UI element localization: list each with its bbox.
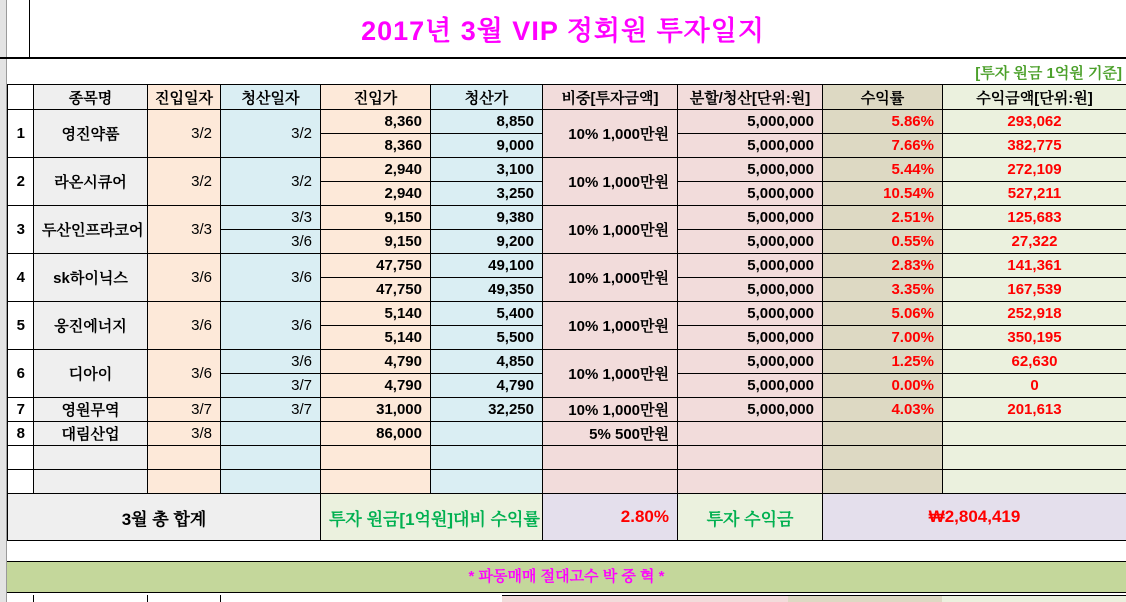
cell-return-rate[interactable]: 10.54% xyxy=(823,182,943,206)
gridline-segment xyxy=(33,595,34,602)
cell-entry-price[interactable]: 2,940 xyxy=(321,158,431,182)
cell-weight[interactable] xyxy=(543,446,678,470)
cell-split-amount[interactable]: 5,000,000 xyxy=(678,278,823,302)
cell-entry-price[interactable]: 4,790 xyxy=(321,350,431,374)
cell-return-rate[interactable]: 7.66% xyxy=(823,134,943,158)
cell-exit-date[interactable] xyxy=(221,470,321,494)
cell-entry-price[interactable]: 5,140 xyxy=(321,302,431,326)
cell-entry-price[interactable]: 8,360 xyxy=(321,110,431,134)
cell-entry-date[interactable]: 3/2 xyxy=(148,158,221,206)
cell-return-rate[interactable]: 5.44% xyxy=(823,158,943,182)
cell-entry-price[interactable]: 47,750 xyxy=(321,254,431,278)
cell-entry-price[interactable]: 9,150 xyxy=(321,230,431,254)
cell-stock-name[interactable]: 대림산업 xyxy=(34,422,148,446)
cell-return-rate[interactable]: 5.06% xyxy=(823,302,943,326)
cell-profit-amount[interactable]: 272,109 xyxy=(943,158,1126,182)
cell-split-amount[interactable]: 5,000,000 xyxy=(678,326,823,350)
cell-split-amount[interactable]: 5,000,000 xyxy=(678,398,823,422)
cell-profit-amount[interactable] xyxy=(943,446,1126,470)
cell-exit-date[interactable]: 3/7 xyxy=(221,398,321,422)
header-profit[interactable]: 수익금액[단위:원] xyxy=(943,85,1126,110)
cell-profit-amount[interactable]: 62,630 xyxy=(943,350,1126,374)
cell-exit-price[interactable]: 3,100 xyxy=(431,158,543,182)
table-row xyxy=(8,398,1126,422)
cell-profit-amount[interactable]: 141,361 xyxy=(943,254,1126,278)
cell-profit-amount[interactable]: 201,613 xyxy=(943,398,1126,422)
cell-return-rate[interactable] xyxy=(823,422,943,446)
cell-profit-amount[interactable]: 167,539 xyxy=(943,278,1126,302)
cell-split-amount[interactable]: 5,000,000 xyxy=(678,302,823,326)
cell-entry-price[interactable]: 2,940 xyxy=(321,182,431,206)
footer-total-label[interactable]: 3월 총 합계 xyxy=(8,494,321,541)
cell-no[interactable]: 7 xyxy=(8,398,34,422)
cell-entry-price[interactable]: 8,360 xyxy=(321,134,431,158)
table-row xyxy=(8,350,1126,374)
cell-no[interactable] xyxy=(8,446,34,470)
gridline-segment xyxy=(147,595,148,602)
cell-no[interactable]: 5 xyxy=(8,302,34,350)
page-title: 2017년 3월 VIP 정회원 투자일지 xyxy=(361,16,765,46)
cell-exit-price[interactable]: 49,100 xyxy=(431,254,543,278)
cell-split-amount[interactable]: 5,000,000 xyxy=(678,110,823,134)
cell-entry-price[interactable]: 4,790 xyxy=(321,374,431,398)
cell-split-amount[interactable] xyxy=(678,470,823,494)
table-row xyxy=(8,206,1126,230)
cell-exit-price[interactable]: 49,350 xyxy=(431,278,543,302)
cell-exit-price[interactable]: 5,500 xyxy=(431,326,543,350)
cell-profit-amount[interactable] xyxy=(943,422,1126,446)
footer-return-value[interactable]: 2.80% xyxy=(543,494,678,541)
cell-exit-price[interactable]: 4,790 xyxy=(431,374,543,398)
header-entry-price[interactable]: 진입가 xyxy=(321,85,431,110)
cell-entry-price[interactable]: 9,150 xyxy=(321,206,431,230)
cell-stock-name[interactable]: 두산인프라코어 xyxy=(34,206,148,254)
cell-return-rate[interactable]: 5.86% xyxy=(823,110,943,134)
cell-exit-date[interactable]: 3/6 xyxy=(221,230,321,254)
cell-profit-amount[interactable]: 382,775 xyxy=(943,134,1126,158)
cell-entry-date[interactable]: 3/6 xyxy=(148,302,221,350)
cell-stock-name[interactable]: 디아이 xyxy=(34,350,148,398)
table-row xyxy=(8,110,1126,134)
next-row-sliver xyxy=(7,595,1126,602)
cell-stock-name[interactable]: 영원무역 xyxy=(34,398,148,422)
cell-exit-price[interactable]: 32,250 xyxy=(431,398,543,422)
cell-entry-price[interactable]: 31,000 xyxy=(321,398,431,422)
cell-exit-date[interactable]: 3/2 xyxy=(221,110,321,158)
cell-return-rate[interactable] xyxy=(823,470,943,494)
cell-return-rate[interactable] xyxy=(823,446,943,470)
cell-split-amount[interactable] xyxy=(678,446,823,470)
cell-entry-price[interactable] xyxy=(321,470,431,494)
cell-no[interactable]: 2 xyxy=(8,158,34,206)
header-rate[interactable]: 수익률 xyxy=(823,85,943,110)
cell-no[interactable]: 1 xyxy=(8,110,34,158)
cell-split-amount[interactable]: 5,000,000 xyxy=(678,230,823,254)
cell-profit-amount[interactable]: 27,322 xyxy=(943,230,1126,254)
cell-split-amount[interactable] xyxy=(678,422,823,446)
table-row xyxy=(8,446,1126,470)
table-body xyxy=(8,85,1126,541)
cell-split-amount[interactable]: 5,000,000 xyxy=(678,182,823,206)
cell-entry-date[interactable] xyxy=(148,446,221,470)
cell-entry-date[interactable] xyxy=(148,470,221,494)
cell-stock-name[interactable] xyxy=(34,470,148,494)
partial-cell xyxy=(788,595,942,602)
table-row xyxy=(8,302,1126,326)
cell-entry-date[interactable]: 3/6 xyxy=(148,254,221,302)
cell-stock-name[interactable]: 라온시큐어 xyxy=(34,158,148,206)
cell-weight[interactable]: 10% 1,000만원 xyxy=(543,302,678,350)
cell-weight[interactable]: 10% 1,000만원 xyxy=(543,398,678,422)
cell-stock-name[interactable]: sk하이닉스 xyxy=(34,254,148,302)
cell-weight[interactable]: 5% 500만원 xyxy=(543,422,678,446)
cell-exit-price[interactable]: 5,400 xyxy=(431,302,543,326)
cell-exit-date[interactable] xyxy=(221,422,321,446)
cell-stock-name[interactable] xyxy=(34,446,148,470)
cell-return-rate[interactable]: 2.51% xyxy=(823,206,943,230)
cell-profit-amount[interactable]: 350,195 xyxy=(943,326,1126,350)
cell-exit-price[interactable] xyxy=(431,422,543,446)
table-row xyxy=(8,254,1126,278)
cell-exit-price[interactable]: 8,850 xyxy=(431,110,543,134)
cell-stock-name[interactable]: 웅진에너지 xyxy=(34,302,148,350)
cell-entry-date[interactable]: 3/7 xyxy=(148,398,221,422)
cell-weight[interactable]: 10% 1,000만원 xyxy=(543,110,678,158)
cell-exit-price[interactable]: 4,850 xyxy=(431,350,543,374)
header-entry-date[interactable]: 진입일자 xyxy=(148,85,221,110)
cell-split-amount[interactable]: 5,000,000 xyxy=(678,254,823,278)
cell-exit-date[interactable]: 3/2 xyxy=(221,158,321,206)
cell-entry-price[interactable] xyxy=(321,446,431,470)
cell-profit-amount[interactable]: 0 xyxy=(943,374,1126,398)
header-weight[interactable]: 비중[투자금액] xyxy=(543,85,678,110)
cell-entry-date[interactable]: 3/2 xyxy=(148,110,221,158)
cell-profit-amount[interactable]: 293,062 xyxy=(943,110,1126,134)
cell-return-rate[interactable]: 4.03% xyxy=(823,398,943,422)
investment-table xyxy=(7,84,1126,541)
cell-entry-price[interactable]: 86,000 xyxy=(321,422,431,446)
header-split[interactable]: 분할/청산[단위:원] xyxy=(678,85,823,110)
cell-exit-date[interactable]: 3/7 xyxy=(221,374,321,398)
cell-profit-amount[interactable] xyxy=(943,470,1126,494)
cell-return-rate[interactable]: 2.83% xyxy=(823,254,943,278)
cell-weight[interactable]: 10% 1,000만원 xyxy=(543,158,678,206)
table-row xyxy=(8,470,1126,494)
partial-cell xyxy=(942,595,1126,602)
footer-return-label[interactable]: 투자 원금[1억원]대비 수익률 xyxy=(321,494,543,541)
cell-split-amount[interactable]: 5,000,000 xyxy=(678,350,823,374)
cell-no[interactable]: 4 xyxy=(8,254,34,302)
cell-exit-price[interactable]: 9,000 xyxy=(431,134,543,158)
cell-entry-date[interactable]: 3/8 xyxy=(148,422,221,446)
footer-row xyxy=(8,494,1126,541)
cell-stock-name[interactable]: 영진약품 xyxy=(34,110,148,158)
gridline-segment xyxy=(220,595,221,602)
cell-exit-price[interactable]: 3,250 xyxy=(431,182,543,206)
cell-weight[interactable]: 10% 1,000만원 xyxy=(543,206,678,254)
cell-exit-price[interactable]: 9,200 xyxy=(431,230,543,254)
cell-exit-price[interactable]: 9,380 xyxy=(431,206,543,230)
cell-split-amount[interactable]: 5,000,000 xyxy=(678,374,823,398)
header-name[interactable]: 종목명 xyxy=(34,85,148,110)
cell-return-rate[interactable]: 0.00% xyxy=(823,374,943,398)
cell-exit-date[interactable]: 3/6 xyxy=(221,350,321,374)
cell-no[interactable] xyxy=(8,470,34,494)
cell-exit-date[interactable]: 3/6 xyxy=(221,254,321,302)
cell-no[interactable]: 6 xyxy=(8,350,34,398)
cell-no[interactable]: 3 xyxy=(8,206,34,254)
footer-profit-label[interactable]: 투자 수익금 xyxy=(678,494,823,541)
cell-return-rate[interactable]: 0.55% xyxy=(823,230,943,254)
footer-profit-value[interactable]: ₩2,804,419 xyxy=(823,494,1126,541)
header-row xyxy=(8,85,1126,110)
table-row xyxy=(8,158,1126,182)
cell-exit-date[interactable]: 3/6 xyxy=(221,302,321,350)
cell-split-amount[interactable]: 5,000,000 xyxy=(678,206,823,230)
cell-weight[interactable] xyxy=(543,470,678,494)
title-divider xyxy=(0,57,1126,59)
cell-exit-price[interactable] xyxy=(431,470,543,494)
sheet-edge-strip xyxy=(0,0,7,602)
cell-no[interactable]: 8 xyxy=(8,422,34,446)
cell-split-amount[interactable]: 5,000,000 xyxy=(678,134,823,158)
header-exit-date[interactable]: 청산일자 xyxy=(221,85,321,110)
cell-entry-price[interactable]: 47,750 xyxy=(321,278,431,302)
cell-entry-date[interactable]: 3/6 xyxy=(148,350,221,398)
cell-split-amount[interactable]: 5,000,000 xyxy=(678,158,823,182)
cell-profit-amount[interactable]: 527,211 xyxy=(943,182,1126,206)
cell-profit-amount[interactable]: 252,918 xyxy=(943,302,1126,326)
cell-weight[interactable]: 10% 1,000만원 xyxy=(543,254,678,302)
cell-return-rate[interactable]: 3.35% xyxy=(823,278,943,302)
cell-entry-date[interactable]: 3/3 xyxy=(148,206,221,254)
cell-profit-amount[interactable]: 125,683 xyxy=(943,206,1126,230)
cell-entry-price[interactable]: 5,140 xyxy=(321,326,431,350)
header-exit-price[interactable]: 청산가 xyxy=(431,85,543,110)
cell-exit-date[interactable]: 3/3 xyxy=(221,206,321,230)
cell-return-rate[interactable]: 1.25% xyxy=(823,350,943,374)
cell-return-rate[interactable]: 7.00% xyxy=(823,326,943,350)
header-no[interactable] xyxy=(8,85,34,110)
principal-note: [투자 원금 1억원 기준] xyxy=(975,65,1122,82)
cell-weight[interactable]: 10% 1,000만원 xyxy=(543,350,678,398)
cell-exit-date[interactable] xyxy=(221,446,321,470)
signature-banner: * 파동매매 절대고수 박 중 혁 * xyxy=(7,561,1126,593)
cell-exit-price[interactable] xyxy=(431,446,543,470)
partial-cell xyxy=(502,595,788,602)
table-row xyxy=(8,422,1126,446)
